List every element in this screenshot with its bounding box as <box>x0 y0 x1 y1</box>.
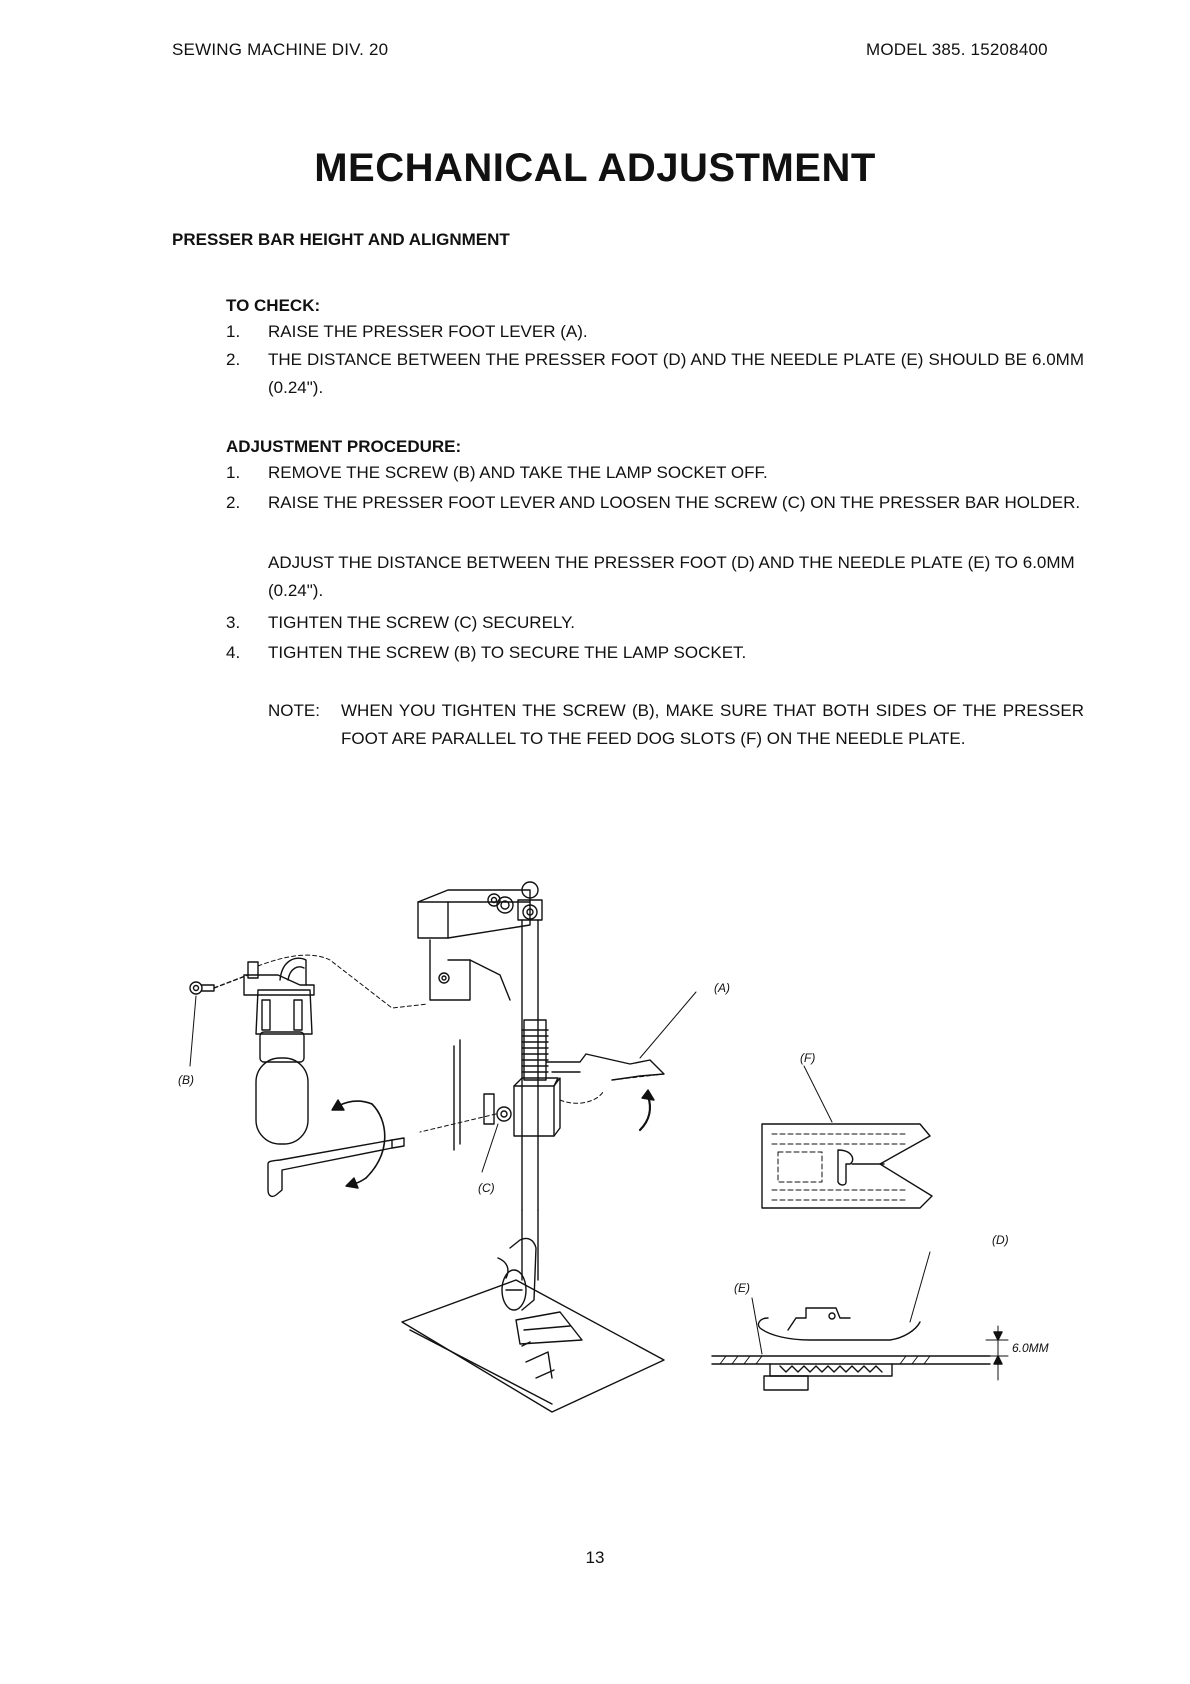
leader-f <box>804 1066 832 1122</box>
label-f: (F) <box>800 1051 816 1065</box>
screw-b <box>190 975 248 994</box>
to-check-heading: TO CHECK: <box>226 296 321 315</box>
step-number: 2. <box>226 493 241 512</box>
step-text: THE DISTANCE BETWEEN THE PRESSER FOOT (D) AND THE NEEDLE PLATE (E) SHOULD BE 6.0MM (0.24"). <box>268 350 1084 397</box>
label-a: (A) <box>714 981 730 995</box>
step-number: 2. <box>226 350 241 369</box>
page-number: 13 <box>585 1548 605 1567</box>
section-title: PRESSER BAR HEIGHT AND ALIGNMENT <box>172 230 510 249</box>
step-number: 3. <box>226 613 241 632</box>
upper-bracket <box>418 882 542 1000</box>
feed-dog-detail <box>762 1124 932 1208</box>
procedure-step-2-continued: ADJUST THE DISTANCE BETWEEN THE PRESSER FOOT (D) AND THE NEEDLE PLATE (E) TO 6.0MM (0.24"). <box>268 553 1075 600</box>
leader-a <box>640 992 696 1058</box>
label-e: (E) <box>734 1281 750 1295</box>
needle-plate <box>402 1280 664 1412</box>
lift-arrow <box>640 1096 650 1130</box>
step-number: 4. <box>226 643 241 662</box>
presser-foot-assembly <box>498 1210 582 1344</box>
rotate-arrow-top <box>338 1101 372 1106</box>
header-division: SEWING MACHINE DIV. 20 <box>172 40 389 59</box>
header-model: MODEL 385. 15208400 <box>866 40 1048 59</box>
label-d: (D) <box>992 1233 1009 1247</box>
page-title: MECHANICAL ADJUSTMENT <box>314 146 876 190</box>
label-measurement: 6.0MM <box>1012 1341 1049 1355</box>
step-text: RAISE THE PRESSER FOOT LEVER AND LOOSEN THE SCREW (C) ON THE PRESSER BAR HOLDER. <box>268 493 1081 512</box>
lift-arrow-head <box>642 1090 654 1100</box>
step-number: 1. <box>226 322 241 341</box>
needle-bar <box>454 1040 460 1150</box>
leader-b <box>190 996 196 1066</box>
rotate-arrow <box>366 1104 385 1178</box>
step-number: 1. <box>226 463 241 482</box>
procedure-heading: ADJUSTMENT PROCEDURE: <box>226 437 462 456</box>
note-text: WHEN YOU TIGHTEN THE SCREW (B), MAKE SURE THAT BOTH SIDES OF THE PRESSER FOOT ARE PARALLEL TO THE FEED DOG SLOTS (F) ON THE NEEDLE PLATE. <box>341 701 1084 748</box>
lamp-socket <box>244 958 314 1144</box>
label-c: (C) <box>478 1181 495 1195</box>
leader-e <box>752 1298 762 1354</box>
leader-d <box>910 1252 930 1322</box>
guide-line <box>258 955 428 1008</box>
leader-c <box>482 1124 498 1172</box>
step-text: TIGHTEN THE SCREW (C) SECURELY. <box>268 613 575 632</box>
presser-bar-holder <box>420 1078 560 1136</box>
rotate-arrow-head-top <box>332 1100 344 1110</box>
note-label: NOTE: <box>268 701 320 720</box>
rotate-arrow-head-bottom <box>346 1178 358 1188</box>
step-text: TIGHTEN THE SCREW (B) TO SECURE THE LAMP SOCKET. <box>268 643 747 662</box>
step-text: REMOVE THE SCREW (B) AND TAKE THE LAMP SOCKET OFF. <box>268 463 768 482</box>
step-text: RAISE THE PRESSER FOOT LEVER (A). <box>268 322 588 341</box>
presser-bar <box>522 920 548 1210</box>
label-b: (B) <box>178 1073 194 1087</box>
